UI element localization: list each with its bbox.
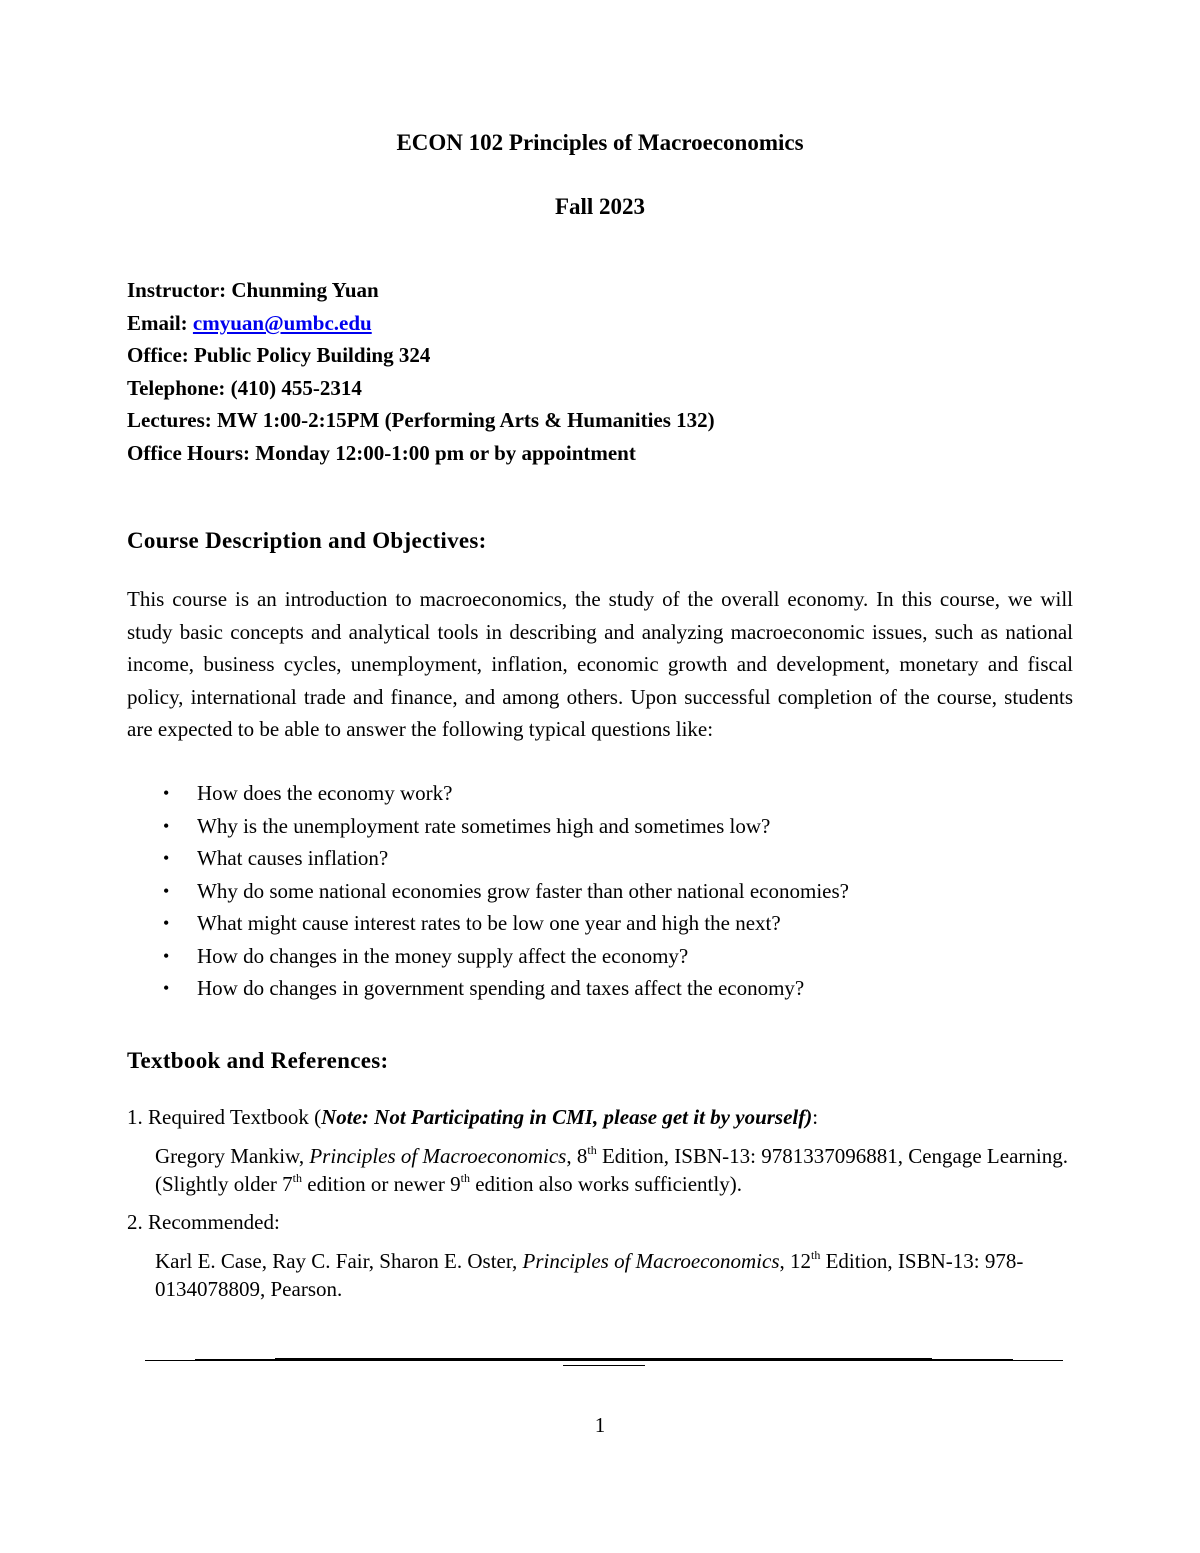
list-item: • How do changes in the money supply affect the economy? xyxy=(127,940,849,973)
instructor-line: Instructor: Chunming Yuan xyxy=(127,278,379,302)
bullet-icon: • xyxy=(163,913,170,933)
office-line: Office: Public Policy Building 324 xyxy=(127,343,431,367)
list-item: • How does the economy work? xyxy=(127,777,849,810)
bullet-icon: • xyxy=(163,848,170,868)
email-label: Email: xyxy=(127,311,193,335)
list-item: • What causes inflation? xyxy=(127,842,849,875)
recommended-item: 2. Recommended: xyxy=(127,1210,280,1234)
bullet-icon: • xyxy=(163,880,170,901)
recommended-reference: Karl E. Case, Ray C. Fair, Sharon E. Oster, Principles of Macroeconomics, 12th Edition, ISBN-13: 978-0134078809, Pearson. xyxy=(155,1248,1024,1301)
course-title: ECON 102 Principles of Macroeconomics xyxy=(396,130,804,155)
required-textbook-reference: Gregory Mankiw, Principles of Macroeconomics, 8th Edition, ISBN-13: 9781337096881, Cengage Learning. (Slightly older 7th edition or newer 9th edition also works sufficiently). xyxy=(155,1143,1068,1196)
bullet-icon: • xyxy=(163,783,170,803)
bullet-icon: • xyxy=(163,815,170,836)
list-item: • Why is the unemployment rate sometimes high and sometimes low? xyxy=(127,810,849,843)
course-term: Fall 2023 xyxy=(554,194,646,219)
footer-rule-short xyxy=(563,1365,645,1366)
email-line xyxy=(127,311,372,336)
textbook-heading: Textbook and References: xyxy=(127,1048,389,1073)
office-hours-line: Office Hours: Monday 12:00-1:00 pm or by appointment xyxy=(127,441,636,465)
bullet-icon: • xyxy=(163,978,170,998)
telephone-line: Telephone: (410) 455-2314 xyxy=(127,376,362,400)
page-number: 1 xyxy=(594,1413,606,1437)
lectures-line: Lectures: MW 1:00-2:15PM (Performing Arts & Humanities 132) xyxy=(127,408,715,432)
course-description-paragraph: This course is an introduction to macroeconomics, the study of the overall economy. In this course, we will study basic concepts and analytical tools in describing and analyzing macroeconomic issues, such as national income, business cycles, unemployment, inflation, economic growth and development, monetary and fiscal policy, international trade and finance, and among others. Upon successful completion of the course, students are expected to be able to answer the following typical questions like: xyxy=(127,587,1073,741)
required-textbook-item: 1. Required Textbook (Note: Not Participating in CMI, please get it by yourself): xyxy=(127,1105,819,1129)
list-item: • How do changes in government spending and taxes affect the economy? xyxy=(127,972,849,1005)
list-item: • Why do some national economies grow faster than other national economies? xyxy=(127,875,849,908)
textbook-note: Note: Not Participating in CMI, please get it by yourself) xyxy=(321,1105,813,1129)
course-description-heading: Course Description and Objectives: xyxy=(127,528,487,553)
list-item: • What might cause interest rates to be low one year and high the next? xyxy=(127,907,849,940)
email-link[interactable]: cmyuan@umbc.edu xyxy=(192,311,372,335)
bullet-icon: • xyxy=(163,945,170,966)
questions-list xyxy=(127,777,849,1005)
footer-rule-thick xyxy=(275,1358,932,1361)
